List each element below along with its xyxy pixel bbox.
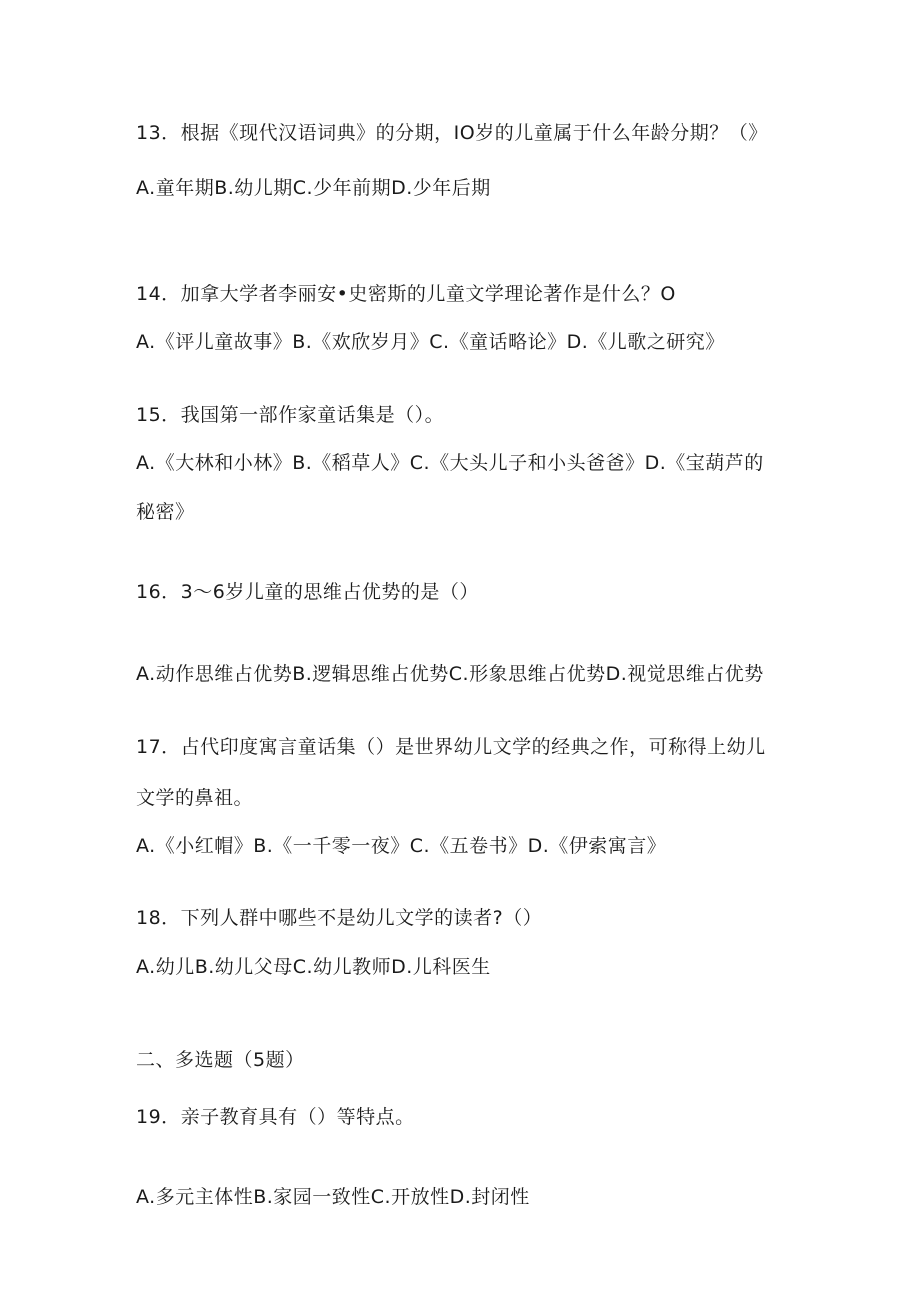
- question-19-options: A.多元主体性B.家园一致性C.开放性D.封闭性: [136, 1186, 530, 1208]
- question-16-stem: 16．3～6岁儿童的思维占优势的是（）: [136, 581, 479, 603]
- question-15-options: A.《大林和小林》B.《稻草人》C.《大头儿子和小头爸爸》D.《宝葫芦的: [136, 452, 764, 474]
- question-19-stem: 19．亲子教育具有（）等特点。: [136, 1106, 415, 1128]
- question-14-options: A.《评儿童故事》B.《欢欣岁月》C.《童话略论》D.《儿歌之研究》: [136, 331, 725, 353]
- question-16-options: A.动作思维占优势B.逻辑思维占优势C.形象思维占优势D.视觉思维占优势: [136, 663, 764, 685]
- question-13-options: A.童年期B.幼儿期C.少年前期D.少年后期: [136, 177, 491, 199]
- question-15-options-continued: 秘密》: [136, 501, 195, 523]
- question-14-stem: 14．加拿大学者李丽安•史密斯的儿童文学理论著作是什么？O: [136, 283, 676, 305]
- section-heading-multiple-choice: 二、多选题（5题）: [136, 1049, 305, 1071]
- question-13-stem: 13．根据《现代汉语词典》的分期，IO岁的儿童属于什么年龄分期？（》: [136, 122, 768, 144]
- question-17-stem-continued: 文学的鼻祖。: [136, 787, 254, 809]
- question-18-stem: 18．下列人群中哪些不是幼儿文学的读者?（）: [136, 907, 543, 929]
- question-15-stem: 15．我国第一部作家童话集是（）。: [136, 404, 445, 426]
- question-17-options: A.《小红帽》B.《一千零一夜》C.《五卷书》D.《伊索寓言》: [136, 835, 667, 857]
- question-17-stem: 17．占代印度寓言童话集（）是世界幼儿文学的经典之作，可称得上幼儿: [136, 736, 766, 758]
- question-18-options: A.幼儿B.幼儿父母C.幼儿教师D.儿科医生: [136, 956, 491, 978]
